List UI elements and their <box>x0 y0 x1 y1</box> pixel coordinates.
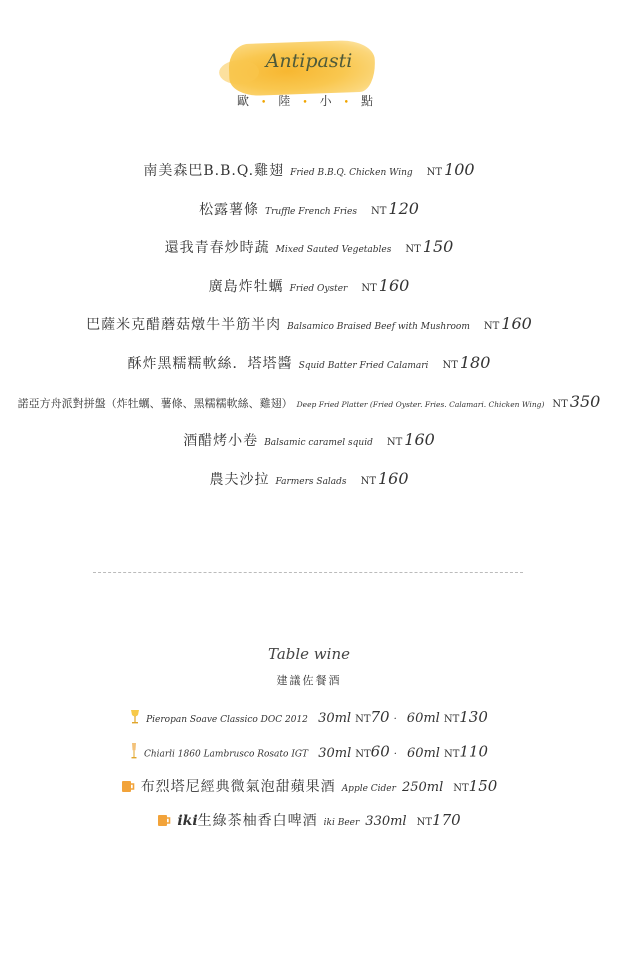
item-name-zh: 還我青春炒時蔬 <box>164 240 270 256</box>
subtitle-char: 陸 <box>278 94 299 108</box>
item-name-zh: 廣島炸牡蠣 <box>208 279 284 295</box>
item-name-zh: 南美森巴B.B.Q.雞翅 <box>143 163 285 179</box>
currency-label: NT <box>360 476 376 487</box>
item-price: 160 <box>501 314 532 333</box>
wine-name-en: iki Beer <box>323 818 360 828</box>
section-title: Antipasti <box>265 50 353 72</box>
menu-item <box>0 314 618 334</box>
currency-label: NT <box>426 167 443 178</box>
currency-label: NT <box>355 748 371 760</box>
item-price: 180 <box>459 353 491 372</box>
dot-icon: • <box>261 98 275 108</box>
section-subtitle <box>0 92 618 109</box>
item-price: 350 <box>569 392 601 411</box>
wine-name-zh: 布烈塔尼經典微氣泡甜蘋果酒 <box>140 779 336 795</box>
item-price: 150 <box>422 237 454 256</box>
item-price: 120 <box>388 199 419 218</box>
menu-item <box>0 276 618 296</box>
item-name-zh: 農夫沙拉 <box>209 472 270 488</box>
wine-section-subtitle: 建議佐餐酒 <box>276 674 342 687</box>
item-price: 160 <box>404 430 435 449</box>
item-name-en: Fried Oyster <box>289 284 348 294</box>
item-name-zh: 酥炸黑糯糯軟絲．塔塔醬 <box>127 356 293 372</box>
item-name-en: Squid Batter Fried Calamari <box>298 361 429 371</box>
item-price: 160 <box>377 469 409 488</box>
beer-mug-icon <box>121 779 135 797</box>
wine-price: 170 <box>432 811 461 829</box>
wine-name-en: Apple Cider <box>341 784 396 794</box>
wine-volume: 30ml <box>318 745 352 761</box>
item-name-zh: 酒醋烤小卷 <box>183 433 259 449</box>
currency-label: NT <box>355 714 371 725</box>
wine-name-zh: 生綠茶柚香白啤酒 <box>197 813 318 829</box>
currency-label: NT <box>552 399 568 410</box>
item-name-en: Farmers Salads <box>275 477 347 487</box>
item-name-en: Balsamico Braised Beef with Mushroom <box>287 322 470 332</box>
currency-label: NT <box>442 360 458 371</box>
subtitle-char: 小 <box>319 94 340 108</box>
wine-item <box>0 776 618 797</box>
dot-icon: • <box>302 98 316 108</box>
separator: · <box>393 714 397 725</box>
wine-price: 60 <box>370 742 390 761</box>
wine-volume: 330ml <box>365 814 407 829</box>
item-name-zh: 巴薩米克醋蘑菇燉牛半筋半肉 <box>86 317 282 333</box>
menu-item <box>0 353 618 373</box>
item-name-en: Mixed Sauted Vegetables <box>275 245 392 255</box>
wine-volume: 30ml <box>318 711 352 726</box>
menu-item <box>0 469 618 489</box>
menu-item <box>0 237 618 257</box>
currency-label: NT <box>405 244 421 255</box>
beer-mug-icon <box>157 813 171 831</box>
wine-price: 130 <box>459 708 488 726</box>
item-name-en: Fried B.B.Q. Chicken Wing <box>290 168 413 178</box>
dot-icon: • <box>343 98 357 108</box>
brand-name: iki <box>177 813 198 829</box>
item-name-en: Balsamic caramel squid <box>264 438 373 448</box>
wine-volume: 60ml <box>406 711 440 726</box>
currency-label: NT <box>443 748 460 760</box>
wine-item <box>0 810 618 831</box>
separator: · <box>393 748 397 760</box>
menu-item <box>0 430 618 450</box>
wine-price: 70 <box>370 708 390 726</box>
wine-volume: 60ml <box>406 745 440 761</box>
subtitle-char: 歐 <box>237 94 258 108</box>
wine-section-title: Table wine <box>267 645 350 663</box>
currency-label: NT <box>453 783 469 794</box>
currency-label: NT <box>483 321 500 332</box>
wine-item <box>0 742 618 764</box>
menu-item <box>0 160 618 180</box>
wine-name: Pieropan Soave Classico DOC 2012 <box>146 715 308 725</box>
wine-name: Chiarli 1860 Lambrusco Rosato IGT <box>143 749 309 760</box>
currency-label: NT <box>361 283 377 294</box>
currency-label: NT <box>386 437 403 448</box>
item-name-zh: 松露薯條 <box>199 202 260 218</box>
subtitle-char: 點 <box>360 94 381 108</box>
currency-label: NT <box>443 714 460 725</box>
menu-item <box>0 199 618 219</box>
wine-item <box>0 708 618 729</box>
currency-label: NT <box>370 206 387 217</box>
item-name-en: Truffle French Fries <box>265 207 357 217</box>
item-name-en: Deep Fried Platter (Fried Oyster. Fries. Calamari. Chicken Wing) <box>296 400 545 409</box>
wine-price: 150 <box>468 777 498 795</box>
item-name-zh: 諾亞方舟派對拼盤（炸牡蠣、薯條、黑糯糯軟絲、雞翅） <box>17 397 293 410</box>
wine-price: 110 <box>459 742 489 761</box>
menu-item <box>0 392 618 411</box>
wine-glass-icon <box>130 709 140 729</box>
wine-volume: 250ml <box>401 780 444 795</box>
currency-label: NT <box>416 817 433 828</box>
item-price: 160 <box>378 276 410 295</box>
section-divider <box>93 572 523 573</box>
champagne-glass-icon <box>130 742 138 764</box>
item-price: 100 <box>444 160 475 179</box>
